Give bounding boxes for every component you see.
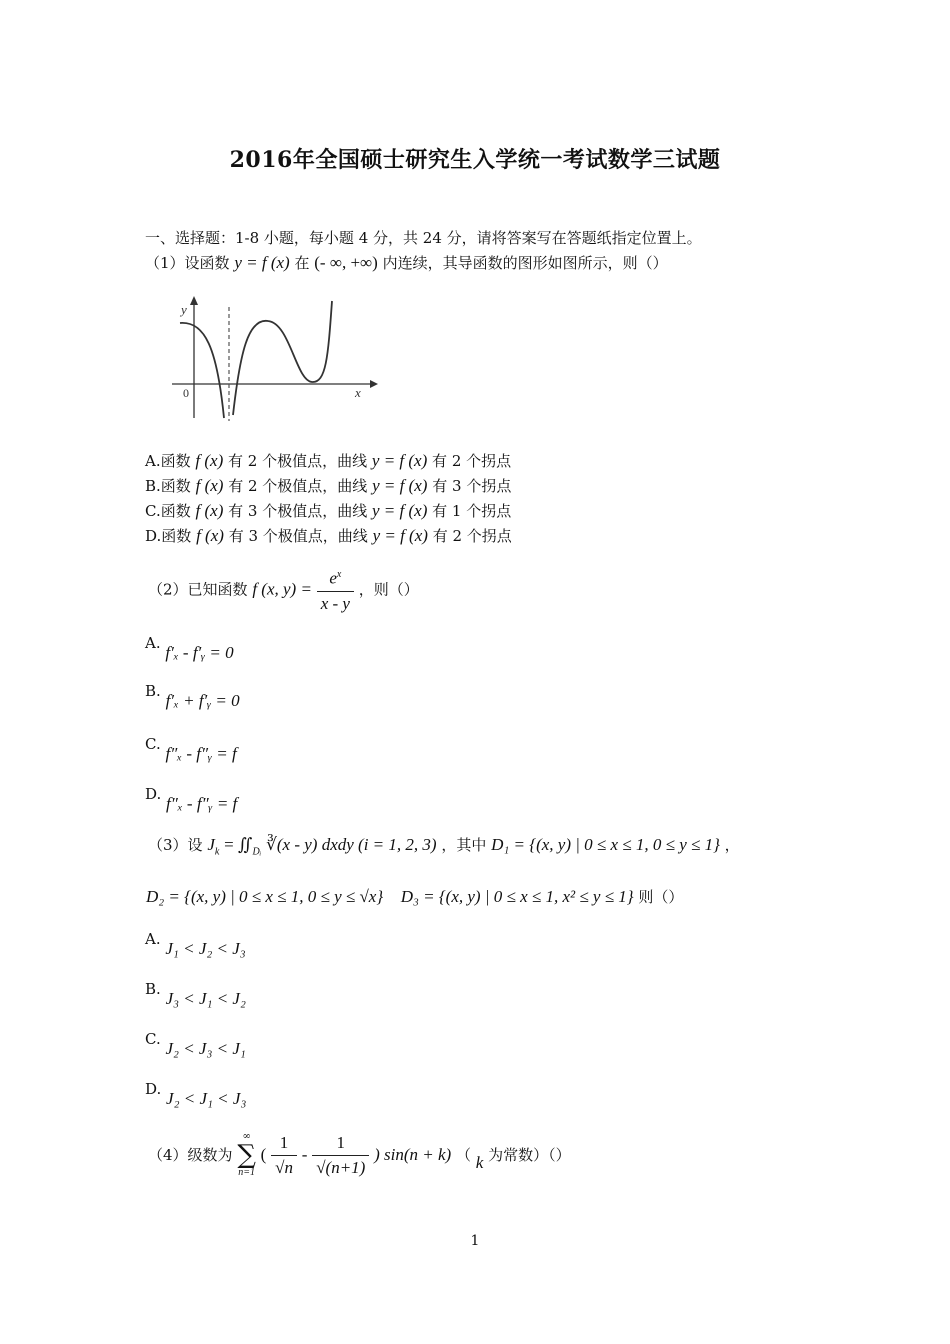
y-axis-arrow [190, 296, 198, 305]
q3-option-c[interactable] [145, 1029, 246, 1058]
option-letter: A. [145, 634, 161, 652]
q4-fraction-2 [312, 1133, 369, 1178]
q2-stem [148, 565, 419, 614]
q1-stem-interval: (- ∞, +∞) [314, 253, 378, 272]
q2-option-b[interactable] [145, 681, 240, 710]
q3-mid: ，其中 [441, 836, 487, 854]
option-math: f (x) [195, 451, 224, 470]
q4-k-note: 为常数）（） [488, 1146, 571, 1164]
q1-stem [145, 253, 668, 273]
q1-stem-func: y = f (x) [234, 253, 290, 272]
option-math: J₃ < J₁ < J₂ [165, 989, 246, 1008]
numerator-base: e [329, 568, 337, 588]
option-math: f′ₓ + f′ᵧ = 0 [165, 691, 240, 710]
curve-left-branch [180, 323, 224, 418]
q3-d3: D₃ = {(x, y) | 0 ≤ x ≤ 1, x² ≤ y ≤ 1} [400, 887, 634, 906]
q3-stem-line1 [148, 833, 740, 864]
option-math: f (x) [195, 476, 224, 495]
q3-d1: D₁ = {(x, y) | 0 ≤ x ≤ 1, 0 ≤ y ≤ 1} [491, 835, 720, 854]
option-math: y = f (x) [372, 501, 428, 520]
q1-option-b[interactable] [145, 476, 511, 496]
option-text: 函数 [160, 477, 191, 495]
sum-symbol: ∑ [237, 1140, 256, 1170]
minus-sign: - [301, 1145, 308, 1164]
page-title: 2016年全国硕士研究生入学统一考试数学三试题 [229, 147, 721, 173]
k-note-open: （ [455, 1146, 471, 1164]
page-number: 1 [470, 1233, 480, 1249]
jk-subscript: k [214, 846, 220, 858]
sum-lower-limit: n=1 [238, 1167, 255, 1178]
q3-comma: ， [724, 836, 740, 854]
q3-d2: D₂ = {(x, y) | 0 ≤ x ≤ 1, 0 ≤ y ≤ √x} [146, 887, 384, 906]
option-text: 有 3 个拐点 [432, 477, 512, 495]
frac1-numerator: 1 [271, 1133, 297, 1156]
sum-upper-limit: ∞ [242, 1131, 251, 1142]
q3-jk [207, 835, 220, 858]
q1-stem-prefix: （1）设函数 [145, 254, 230, 272]
q2-option-d[interactable] [145, 784, 238, 813]
option-math: y = f (x) [372, 526, 428, 545]
option-letter: A. [145, 452, 161, 470]
q4-tail: ) sin(n + k) [374, 1145, 452, 1164]
option-text: 有 2 个极值点，曲线 [228, 452, 368, 470]
option-text: 有 2 个拐点 [432, 527, 512, 545]
option-letter: A. [145, 930, 161, 948]
integral-domain: Dᵢ [252, 846, 262, 858]
q2-stem-suffix: ，则（） [358, 580, 419, 599]
option-text: 有 2 个拐点 [432, 452, 512, 470]
option-text: 有 1 个拐点 [432, 502, 512, 520]
open-paren: ( [260, 1145, 267, 1164]
option-letter: C. [145, 502, 161, 520]
q3-option-b[interactable] [145, 979, 246, 1008]
q2-option-c[interactable] [145, 734, 237, 763]
option-math: f″ₓ - f″ᵧ = f [166, 794, 238, 813]
q3-integral [224, 835, 262, 858]
q3-stem-suffix: 则（） [638, 888, 684, 906]
option-letter: D. [145, 785, 162, 803]
jk-symbol: J [207, 835, 215, 854]
q1-option-c[interactable] [145, 501, 511, 521]
option-math: f′ₓ - f′ᵧ = 0 [165, 643, 234, 662]
q3-integrand: ∛(x - y) dxdy (i = 1, 2, 3) [266, 835, 437, 854]
option-letter: B. [145, 682, 161, 700]
graph-y-label: y [181, 302, 187, 317]
option-letter: B. [145, 477, 161, 495]
section-heading: 一、选择题：1-8 小题，每小题 4 分，共 24 分，请将答案写在答题纸指定位置上。 [145, 229, 702, 247]
option-letter: B. [145, 980, 161, 998]
q1-derivative-graph [160, 293, 380, 423]
q3-stem-line2 [146, 885, 683, 909]
q4-stem-prefix: （4）级数为 [148, 1146, 233, 1164]
q2-option-a[interactable] [145, 633, 234, 662]
q4-k: k [475, 1153, 484, 1172]
option-text: 有 3 个极值点，曲线 [228, 502, 368, 520]
option-math: J₂ < J₃ < J₁ [165, 1039, 246, 1058]
numerator-exponent: x [336, 569, 342, 580]
q2-numerator [317, 565, 354, 592]
option-text: 函数 [160, 452, 191, 470]
q4-sum [237, 1132, 256, 1178]
option-text: 函数 [161, 527, 192, 545]
graph-origin-label: 0 [183, 386, 189, 400]
frac2-denominator: √(n+1) [316, 1157, 366, 1177]
frac1-denominator: √n [275, 1157, 293, 1177]
option-math: f (x) [196, 526, 224, 545]
q4-fraction-1 [271, 1133, 297, 1178]
option-math: f″ₓ - f″ᵧ = f [165, 744, 237, 763]
option-math: J₂ < J₁ < J₃ [166, 1089, 247, 1108]
option-letter: D. [145, 1080, 162, 1098]
q1-option-a[interactable] [145, 451, 511, 471]
q2-lhs: f (x, y) = [252, 579, 312, 599]
q2-denominator: x - y [320, 593, 350, 613]
double-integral-symbol: = ∬ [224, 835, 253, 854]
option-text: 函数 [160, 502, 191, 520]
q4-stem [148, 1132, 571, 1178]
q1-option-d[interactable] [145, 526, 512, 546]
q1-stem-mid: 在 [294, 254, 310, 272]
derivative-graph-svg [160, 293, 380, 423]
option-letter: C. [145, 735, 161, 753]
option-math: f (x) [195, 501, 224, 520]
q2-stem-prefix: （2）已知函数 [148, 580, 248, 599]
q1-stem-suffix: 内连续，其导函数的图形如图所示，则（） [382, 254, 668, 272]
option-text: 有 2 个极值点，曲线 [228, 477, 368, 495]
option-letter: D. [145, 527, 162, 545]
q3-option-d[interactable] [145, 1079, 247, 1108]
option-math: y = f (x) [372, 476, 428, 495]
option-math: y = f (x) [371, 451, 428, 470]
graph-x-label: x [355, 385, 361, 400]
frac2-numerator: 1 [312, 1133, 369, 1156]
curve-right-branch [233, 301, 332, 415]
q3-stem-prefix: （3）设 [148, 836, 203, 854]
option-text: 有 3 个极值点，曲线 [228, 527, 368, 545]
x-axis-arrow [370, 380, 378, 388]
option-letter: C. [145, 1030, 161, 1048]
q2-fraction [317, 565, 354, 614]
q3-option-a[interactable] [145, 929, 246, 958]
option-math: J₁ < J₂ < J₃ [165, 939, 246, 958]
